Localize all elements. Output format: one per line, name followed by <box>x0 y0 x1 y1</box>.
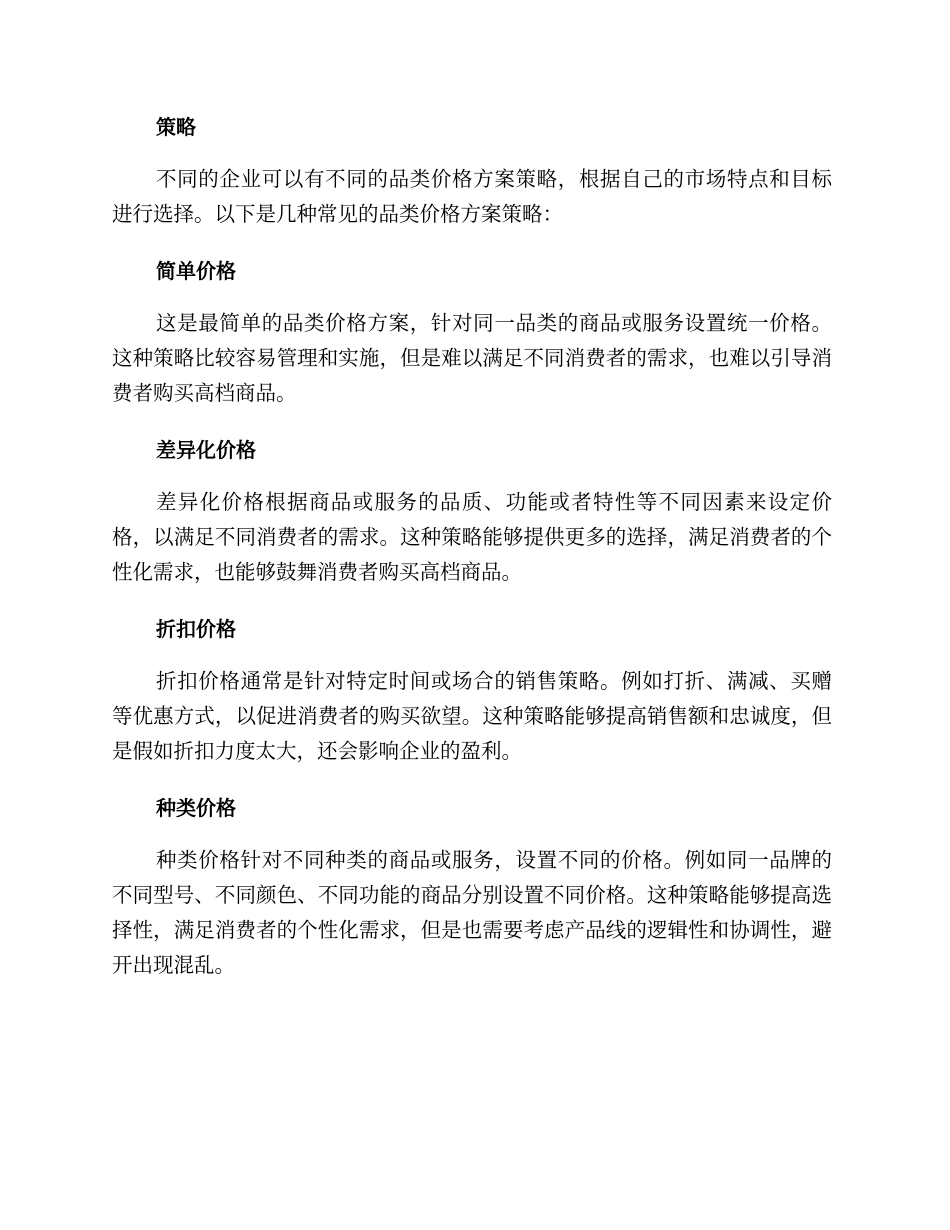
section-differentiated-price <box>112 431 832 610</box>
section-heading: 折扣价格 <box>156 617 236 641</box>
section-strategy <box>112 108 832 252</box>
section-heading: 种类价格 <box>156 796 236 820</box>
section-category-price <box>112 789 832 983</box>
section-heading: 策略 <box>156 115 196 139</box>
section-discount-price <box>112 610 832 789</box>
document-page <box>112 108 832 983</box>
section-simple-price <box>112 252 832 431</box>
section-paragraph: 这是最简单的品类价格方案，针对同一品类的商品或服务设置统一价格。这种策略比较容易管理和实施，但是难以满足不同消费者的需求，也难以引导消费者购买高档商品。 <box>112 311 832 405</box>
section-paragraph: 种类价格针对不同种类的商品或服务，设置不同的价格。例如同一品牌的不同型号、不同颜色、不同功能的商品分别设置不同价格。这种策略能够提高选择性，满足消费者的个性化需求，但是也需要考虑产品线的逻辑性和协调性，避开出现混乱。 <box>112 848 832 977</box>
section-heading: 差异化价格 <box>156 438 256 462</box>
section-paragraph: 折扣价格通常是针对特定时间或场合的销售策略。例如打折、满减、买赠等优惠方式，以促进消费者的购买欲望。这种策略能够提高销售额和忠诚度，但是假如折扣力度太大，还会影响企业的盈利。 <box>112 669 832 763</box>
section-heading: 简单价格 <box>156 259 236 283</box>
section-paragraph: 差异化价格根据商品或服务的品质、功能或者特性等不同因素来设定价格，以满足不同消费者的需求。这种策略能够提供更多的选择，满足消费者的个性化需求，也能够鼓舞消费者购买高档商品。 <box>112 490 832 584</box>
section-paragraph: 不同的企业可以有不同的品类价格方案策略，根据自己的市场特点和目标进行选择。以下是几种常见的品类价格方案策略： <box>112 167 832 226</box>
